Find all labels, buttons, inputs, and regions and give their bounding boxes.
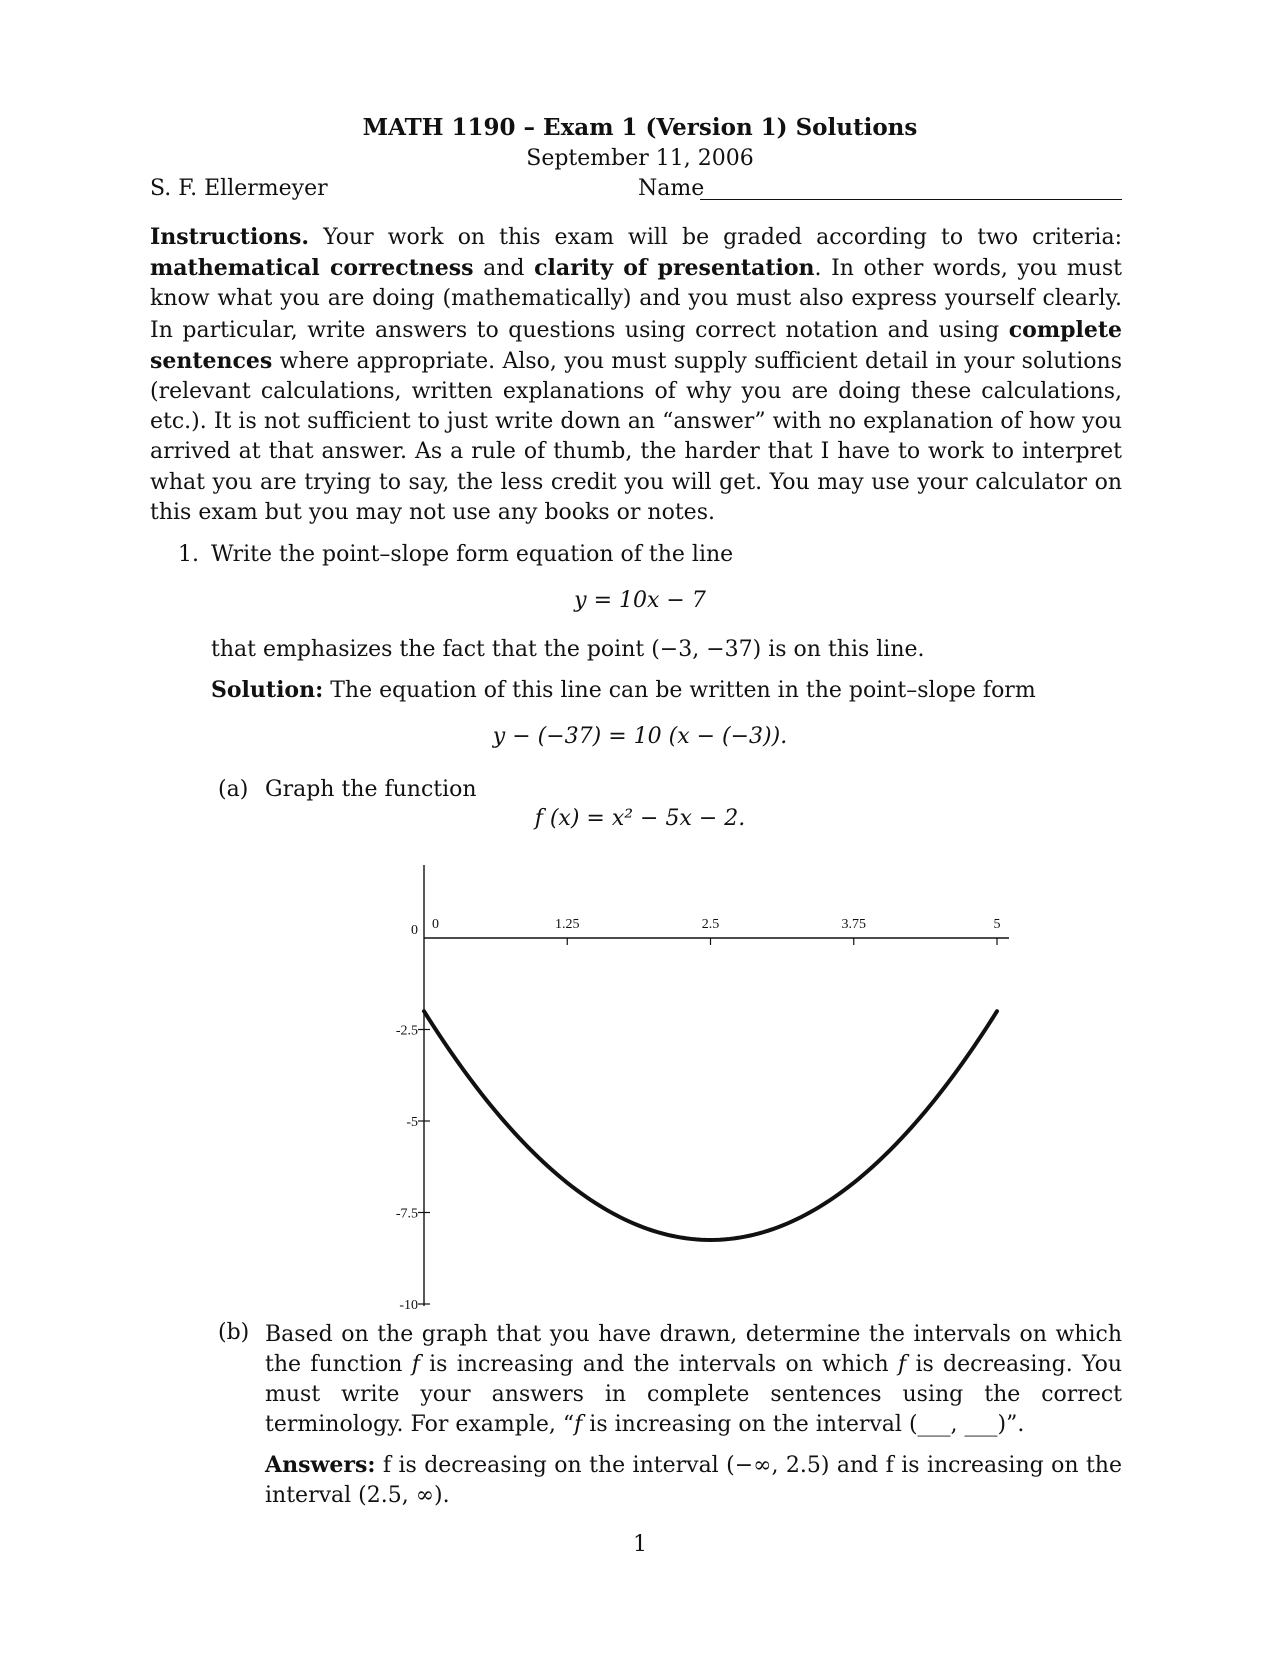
- exam-date: September 11, 2006: [526, 146, 754, 171]
- answers-label: Answers:: [265, 1452, 376, 1478]
- part-b-text: is decreasing. You must write your answers in complete sentences using the correct terminology. For example, “: [265, 1352, 1123, 1437]
- x-tick-label: 1.25: [555, 917, 580, 932]
- y-tick-label: -10: [399, 1298, 418, 1313]
- author: S. F. Ellermeyer: [150, 176, 328, 201]
- f-symbol: f: [411, 1352, 420, 1377]
- exam-title: MATH 1190 – Exam 1 (Version 1) Solutions: [362, 114, 918, 141]
- part-a-prompt: Graph the function: [265, 777, 477, 802]
- x-tick-label: 5: [993, 917, 1001, 932]
- part-b-answer: [265, 1450, 1122, 1511]
- name-label: Name: [638, 176, 705, 201]
- instructions-text: . In other words, you must know what you are doing (mathematically) and you must also express yourself clearly. In particular, write answers to questions using correct notation and using: [150, 256, 1123, 343]
- answer-text: f is decreasing on the interval (−∞, 2.5) and f is increasing on the interval (2.5, ∞).: [265, 1453, 1122, 1508]
- page-number: 1: [633, 1532, 647, 1557]
- solution-equation-text: y − (−37) = 10 (x − (−3)).: [492, 724, 788, 749]
- part-b-prompt: [265, 1320, 1122, 1440]
- part-b-text: is increasing on the interval (___, ___)”.: [582, 1412, 1025, 1437]
- part-b-text: Based on the graph that you have drawn, determine the intervals on which the function: [265, 1322, 1122, 1377]
- y-tick-label: -7.5: [395, 1206, 418, 1222]
- x-tick-label: 2.5: [701, 917, 720, 932]
- criterion-correctness: mathematical correctness: [150, 255, 474, 282]
- question-1-number: 1.: [178, 542, 199, 567]
- question-1-follow: that emphasizes the fact that the point (−3, −37) is on this line.: [211, 637, 925, 662]
- solution-text: The equation of this line can be written in the point–slope form: [323, 678, 1036, 703]
- y-tick-label: -2.5: [395, 1023, 418, 1039]
- x-tick-label: 3.75: [841, 917, 866, 932]
- criterion-clarity: clarity of presentation: [534, 255, 815, 282]
- y-tick-label: 0: [411, 923, 418, 938]
- y-tick-label: -5: [406, 1115, 418, 1130]
- parabola-curve: [424, 1011, 997, 1240]
- instructions-text: where appropriate. Also, you must supply sufficient detail in your solutions (relevant calculations, written explanations of why you are doing these calculations, etc.). It is not sufficient to just write down an “answer” with no explanation of how you arrived at that answer. As a rule of thumb, the harder that I have to work to interpret what you are trying to say, the less credit you will get. You may use your calculator on this exam but you may not use any books or notes.: [150, 348, 1122, 525]
- solution-label: Solution:: [211, 677, 324, 703]
- f-symbol: f: [898, 1352, 907, 1377]
- f-symbol: f: [574, 1412, 583, 1437]
- function-text: f (x) = x² − 5x − 2.: [534, 806, 746, 831]
- part-a-label: (a): [218, 777, 249, 802]
- instructions-lead: Instructions.: [150, 224, 310, 250]
- question-1-prompt: Write the point–slope form equation of the line: [211, 542, 734, 567]
- instructions-text: and: [473, 256, 535, 282]
- complete-sentences-emphasis: complete sentences: [150, 316, 1122, 374]
- instructions-text: Your work on this exam will be graded according to two criteria:: [309, 225, 1122, 250]
- x-tick-label: 0: [432, 917, 439, 932]
- part-b-label: (b): [218, 1320, 250, 1345]
- part-b-text: is increasing and the intervals on which: [419, 1352, 898, 1377]
- equation-text: y = 10x − 7: [574, 588, 706, 613]
